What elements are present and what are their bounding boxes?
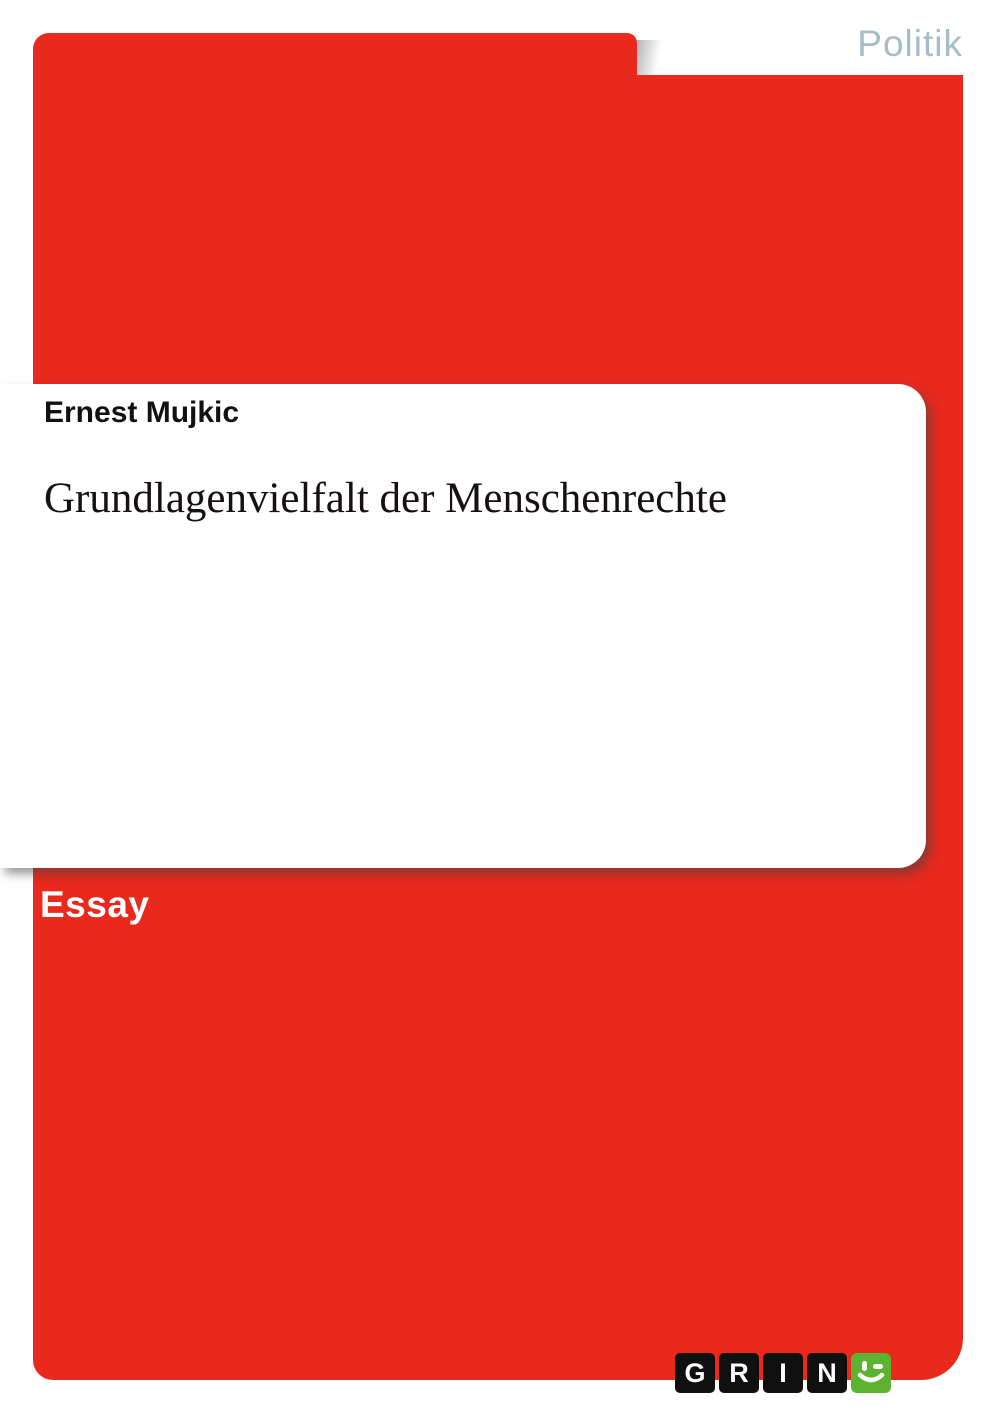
author-name: Ernest Mujkic — [44, 396, 240, 429]
category-label: Politik — [857, 23, 963, 64]
doc-type-label: Essay — [40, 884, 150, 925]
logo-letter: G — [684, 1357, 706, 1388]
logo-letter: N — [817, 1357, 837, 1388]
logo-smiley-box — [851, 1353, 891, 1393]
grin-logo — [675, 1353, 891, 1393]
title-box — [0, 384, 926, 868]
logo-letter-box-g — [675, 1353, 715, 1393]
winking-smiley-icon — [851, 1353, 891, 1393]
logo-letter-box-n — [807, 1353, 847, 1393]
logo-letter-box-r — [719, 1353, 759, 1393]
document-title: Grundlagenvielfalt der Menschenrechte — [44, 475, 727, 522]
red-tab-shadow — [637, 40, 667, 76]
logo-letter: R — [729, 1357, 749, 1388]
logo-letter-box-i — [763, 1353, 803, 1393]
logo-letter: I — [779, 1357, 787, 1388]
